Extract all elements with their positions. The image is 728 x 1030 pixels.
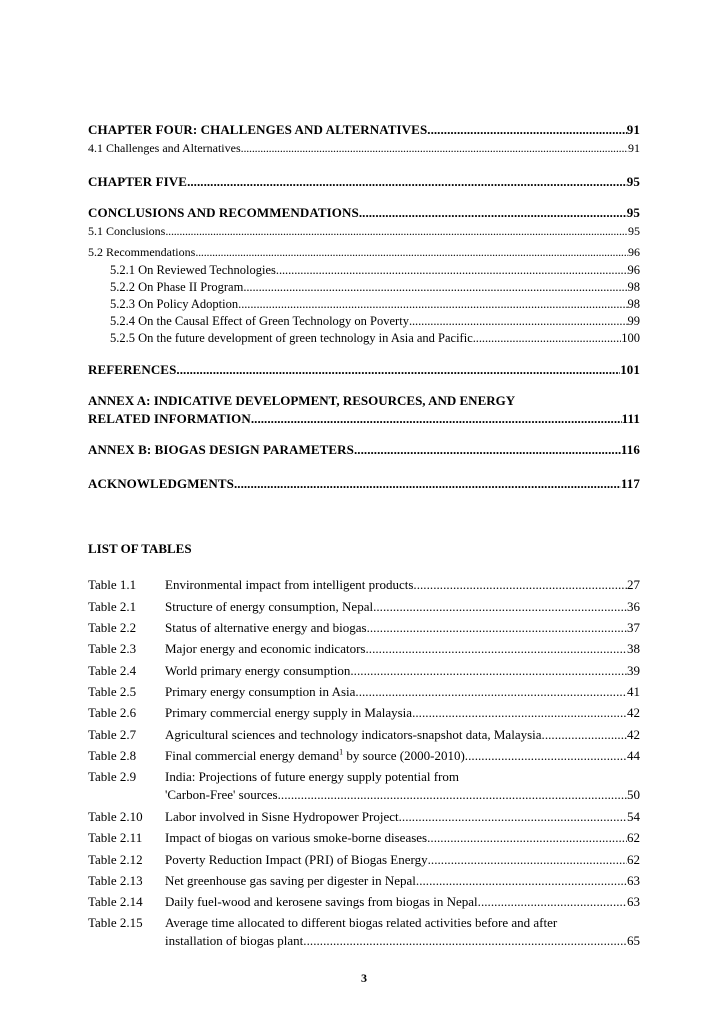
toc-entry-acknowledgments[interactable]	[88, 476, 640, 492]
table-title	[165, 748, 465, 764]
table-number: Table 2.1	[88, 599, 137, 614]
toc-entry-page: 91	[626, 122, 640, 137]
dot-leader	[187, 174, 627, 190]
table-title: Daily fuel-wood and kerosene savings from biogas in Nepal	[165, 894, 478, 909]
toc-entry-page: 95	[626, 174, 640, 189]
dot-leader	[176, 362, 620, 378]
footnote-marker: 1	[339, 748, 344, 757]
dot-leader	[350, 663, 627, 679]
toc-entry-5-2-2[interactable]	[110, 280, 640, 295]
toc-entry-page: 99	[627, 314, 640, 328]
table-number: Table 1.1	[88, 577, 137, 592]
table-page: 36	[627, 599, 640, 614]
table-number: Table 2.8	[88, 748, 137, 763]
dot-leader	[427, 830, 627, 846]
toc-entry-annex-b[interactable]	[88, 442, 640, 458]
table-number: Table 2.11	[88, 830, 143, 845]
toc-entry-label: CONCLUSIONS AND RECOMMENDATIONS	[88, 205, 359, 220]
table-title: Status of alternative energy and biogas	[165, 620, 367, 635]
dot-leader	[367, 620, 627, 636]
table-title-text: Final commercial energy demand	[165, 748, 340, 763]
toc-entry-5-2[interactable]	[88, 245, 640, 260]
dot-leader	[355, 684, 627, 700]
toc-entry-4-1[interactable]	[88, 141, 640, 156]
table-page: 50	[627, 787, 640, 802]
dot-leader	[278, 787, 627, 803]
table-title: Environmental impact from intelligent products	[165, 577, 414, 592]
table-page: 44	[627, 748, 640, 763]
dot-leader	[465, 748, 627, 764]
table-number: Table 2.9	[88, 769, 137, 784]
toc-entry-page: 101	[620, 362, 640, 377]
table-title: Major energy and economic indicators	[165, 641, 366, 656]
table-number: Table 2.3	[88, 641, 137, 656]
table-page: 63	[627, 894, 640, 909]
toc-entry-label: 5.2 Recommendations	[88, 245, 196, 259]
toc-entry-page: 98	[627, 280, 640, 294]
table-page: 38	[627, 641, 640, 656]
toc-entry-page: 95	[628, 224, 640, 238]
table-number: Table 2.14	[88, 894, 143, 909]
toc-entry-conclusions[interactable]	[88, 205, 640, 221]
toc-entry-page: 96	[627, 263, 640, 277]
table-title: World primary energy consumption	[165, 663, 351, 678]
toc-entry-references[interactable]	[88, 362, 640, 378]
table-title: Primary commercial energy supply in Malaysia	[165, 705, 413, 720]
toc-entry-page: 98	[627, 297, 640, 311]
table-number: Table 2.5	[88, 684, 137, 699]
table-page: 65	[627, 933, 640, 948]
table-title: Structure of energy consumption, Nepal	[165, 599, 374, 614]
table-entry[interactable]	[88, 769, 640, 807]
toc-entry-page: 96	[628, 245, 640, 259]
dot-leader	[195, 245, 628, 260]
dot-leader	[416, 873, 627, 889]
table-page: 41	[627, 684, 640, 699]
toc-entry-label: 4.1 Challenges and Alternatives	[88, 141, 241, 155]
table-title: Agricultural sciences and technology indicators-snapshot data, Malaysia	[165, 727, 542, 742]
table-page: 62	[627, 852, 640, 867]
toc-entry-label: 5.1 Conclusions	[88, 224, 166, 238]
toc-entry-chapter-five[interactable]	[88, 174, 640, 190]
dot-leader	[303, 933, 627, 949]
dot-leader	[354, 442, 621, 458]
dot-leader	[251, 411, 622, 427]
dot-leader	[165, 224, 628, 239]
toc-entry-label: REFERENCES	[88, 362, 177, 377]
toc-entry-page: 91	[628, 141, 640, 155]
toc-entry-label: RELATED INFORMATION	[88, 411, 251, 426]
table-page: 54	[627, 809, 640, 824]
toc-entry-label: 5.2.4 On the Causal Effect of Green Technology on Poverty	[110, 314, 409, 328]
table-title: Labor involved in Sisne Hydropower Project	[165, 809, 399, 824]
table-number: Table 2.10	[88, 809, 143, 824]
toc-entry-5-2-4[interactable]	[110, 314, 640, 329]
table-page: 39	[627, 663, 640, 678]
table-title-text: by source (2000-2010)	[343, 748, 465, 763]
table-entry[interactable]	[88, 915, 640, 953]
dot-leader	[365, 641, 627, 657]
toc-entry-label: 5.2.3 On Policy Adoption	[110, 297, 239, 311]
list-of-tables-heading: LIST OF TABLES	[88, 541, 192, 556]
dot-leader	[234, 476, 621, 492]
dot-leader	[409, 314, 628, 329]
table-page: 27	[627, 577, 640, 592]
table-title: Poverty Reduction Impact (PRI) of Biogas Energy	[165, 852, 428, 867]
table-page: 62	[627, 830, 640, 845]
toc-entry-page: 117	[620, 476, 640, 491]
toc-entry-label: 5.2.2 On Phase II Program	[110, 280, 244, 294]
toc-entry-page: 111	[621, 411, 640, 426]
toc-entry-label: CHAPTER FOUR: CHALLENGES AND ALTERNATIVES	[88, 122, 428, 137]
table-number: Table 2.4	[88, 663, 137, 678]
table-title-line1: India: Projections of future energy supply potential from	[165, 769, 459, 784]
dot-leader	[542, 727, 627, 743]
toc-entry-page: 100	[621, 331, 640, 345]
toc-entry-annex-a[interactable]	[88, 411, 640, 427]
toc-entry-label: ANNEX B: BIOGAS DESIGN PARAMETERS	[88, 442, 354, 457]
table-page: 42	[627, 727, 640, 742]
table-title: installation of biogas plant	[165, 933, 304, 948]
table-number: Table 2.7	[88, 727, 137, 742]
dot-leader	[478, 894, 627, 910]
toc-entry-annex-a-line1: ANNEX A: INDICATIVE DEVELOPMENT, RESOURCES, AND ENERGY	[88, 393, 516, 408]
page-number: 3	[361, 971, 367, 985]
table-page: 37	[627, 620, 640, 635]
toc-entry-label: CHAPTER FIVE	[88, 174, 188, 189]
table-number: Table 2.15	[88, 915, 143, 930]
table-title: 'Carbon-Free' sources	[165, 787, 278, 802]
table-number: Table 2.6	[88, 705, 137, 720]
dot-leader	[243, 280, 627, 295]
table-page: 63	[627, 873, 640, 888]
toc-entry-5-2-1[interactable]	[110, 263, 640, 278]
table-page: 42	[627, 705, 640, 720]
toc-entry-label: ACKNOWLEDGMENTS	[88, 476, 234, 491]
toc-entry-page: 95	[626, 205, 640, 220]
dot-leader	[359, 205, 627, 221]
dot-leader	[373, 599, 627, 615]
toc-entry-5-1[interactable]	[88, 224, 640, 239]
table-number: Table 2.13	[88, 873, 143, 888]
toc-entry-label: 5.2.1 On Reviewed Technologies	[110, 263, 276, 277]
table-title-line1: Average time allocated to different biogas related activities before and after	[165, 915, 558, 930]
dot-leader	[428, 852, 627, 868]
dot-leader	[413, 577, 627, 593]
dot-leader	[241, 141, 628, 156]
toc-entry-page: 116	[620, 442, 640, 457]
toc-entry-5-2-3[interactable]	[110, 297, 640, 312]
table-title: Primary energy consumption in Asia	[165, 684, 356, 699]
table-title: Net greenhouse gas saving per digester in Nepal	[165, 873, 416, 888]
dot-leader	[473, 331, 622, 346]
table-title: Impact of biogas on various smoke-borne diseases	[165, 830, 428, 845]
dot-leader	[427, 122, 627, 138]
toc-entry-5-2-5[interactable]	[110, 331, 640, 346]
table-number: Table 2.12	[88, 852, 143, 867]
dot-leader	[276, 263, 628, 278]
dot-leader	[412, 705, 627, 721]
toc-entry-chapter-four[interactable]	[88, 122, 640, 138]
toc-entry-label: 5.2.5 On the future development of green technology in Asia and Pacific	[110, 331, 473, 345]
dot-leader	[238, 297, 627, 312]
dot-leader	[399, 809, 627, 825]
table-number: Table 2.2	[88, 620, 137, 635]
